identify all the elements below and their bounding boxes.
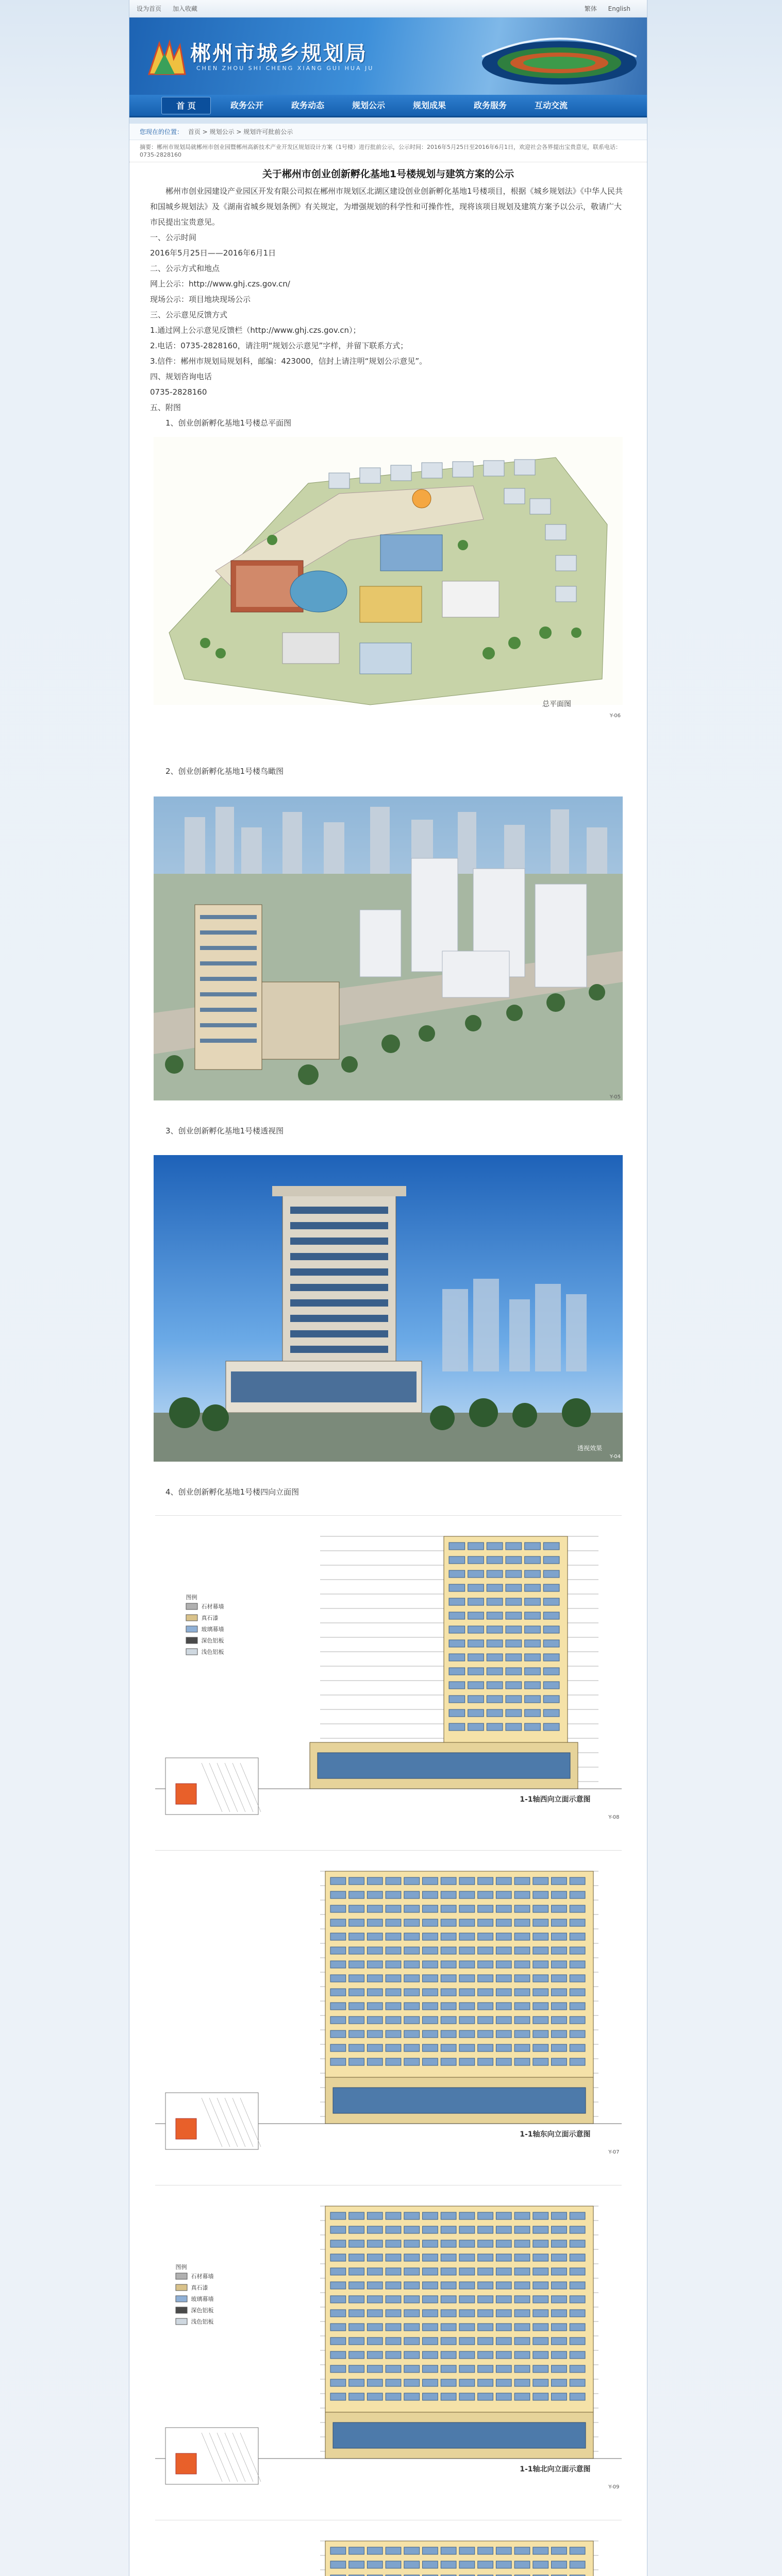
figure-2-heading — [129, 764, 647, 779]
section-phone-value: 0735-2828160 — [150, 387, 207, 397]
elevation-drawing — [155, 1851, 622, 2160]
elevation-sheet-number: Y-07 — [608, 2149, 620, 2155]
aerial-view-image — [154, 796, 623, 1100]
site-plan-image — [154, 437, 623, 725]
section-method-site: 现场公示：项目地块现场公示 — [150, 295, 251, 304]
section-feedback-mail: 3.信件：郴州市规划局规划科，邮编：423000，信封上请注明“规划公示意见”。 — [150, 357, 427, 366]
nav-interaction[interactable]: 互动交流 — [534, 100, 568, 110]
legend-item: 真石漆 — [191, 2284, 208, 2291]
section-method-heading: 二、公示方式和地点 — [150, 264, 220, 273]
elevation-drawing — [155, 1516, 622, 1825]
traditional-chinese-link[interactable]: 繁体 — [584, 5, 597, 12]
legend-item: 深色铝板 — [191, 2307, 214, 2314]
elevation-sheets — [129, 1515, 647, 2576]
figure-4-caption: 4、创业创新孵化基地1号楼四向立面图 — [165, 1487, 300, 1497]
aerial-view-drawing — [154, 796, 623, 1100]
set-home-link[interactable]: 设为首页 — [137, 5, 162, 12]
legend-item: 石材幕墙 — [201, 1603, 224, 1610]
article-summary: 摘要：郴州市规划局就郴州市创业园暨郴州高新技术产业开发区规划设计方案（1号楼）进行批前公示，公示时间：2016年5月25日至2016年6月1日，欢迎社会各界提出宝贵意见，联系电话：0735-2828160 — [129, 140, 647, 162]
perspective-sheet-number: Y-04 — [609, 1454, 621, 1460]
site-subtitle: CHEN ZHOU SHI CHENG XIANG GUI HUA JU — [196, 65, 374, 72]
elevation-title: 1-1轴西向立面示意图 — [520, 1795, 591, 1804]
perspective-drawing — [154, 1155, 623, 1462]
elevation-sheet-number: Y-08 — [608, 1815, 620, 1820]
legend-item: 玻璃幕墙 — [201, 1626, 224, 1633]
nav-plan-notice[interactable]: 规划公示 — [352, 100, 385, 110]
stadium-graphic-icon — [472, 26, 637, 88]
perspective-label: 透视效果 — [577, 1445, 602, 1452]
legend-item: 浅色铝板 — [201, 1649, 224, 1655]
article-body — [129, 183, 647, 431]
top-bar — [129, 0, 647, 18]
section-attach-heading: 五、附图 — [150, 403, 181, 412]
article-title: 关于郴州市创业创新孵化基地1号楼规划与建筑方案的公示 — [262, 168, 514, 180]
nav-gov-news[interactable]: 政务动态 — [291, 100, 324, 110]
section-time-value: 2016年5月25日——2016年6月1日 — [150, 248, 276, 258]
article-intro: 郴州市创业园建设产业园区开发有限公司拟在郴州市规划区北湖区建设创业创新孵化基地1号楼项目，根据《城乡规划法》《中华人民共和国城乡规划法》及《湖南省城乡规划条例》有关规定，为增强规划的科学性和可操作性，现将该项目规划及建筑方案予以公示，敬请广大市民提出宝贵意见。 — [150, 187, 623, 227]
site-banner — [129, 18, 647, 95]
elevation-drawing — [155, 2185, 622, 2495]
legend-title: 图例 — [186, 1594, 197, 1601]
figure-2-caption: 2、创业创新孵化基地1号楼鸟瞰图 — [165, 767, 284, 776]
breadcrumb-label: 您现在的位置： — [140, 128, 184, 135]
section-method-online: 网上公示：http://www.ghj.czs.gov.cn/ — [150, 279, 290, 289]
aerial-sheet-number: Y-05 — [609, 1094, 621, 1100]
section-feedback-phone: 2.电话：0735-2828160，请注明“规划公示意见”字样，并留下联系方式； — [150, 341, 408, 350]
legend-title: 图例 — [175, 2264, 187, 2270]
figure-1-caption: 1、创业创新孵化基地1号楼总平面图 — [165, 418, 292, 428]
section-phone-heading: 四、规划咨询电话 — [150, 372, 212, 381]
nav-services[interactable]: 政务服务 — [473, 100, 507, 110]
nav-gov-info[interactable]: 政务公开 — [230, 100, 263, 110]
site-plan-sheet-number: Y-06 — [609, 713, 621, 719]
nav-home[interactable]: 首 页 — [161, 97, 211, 114]
site-title: 郴州市城乡规划局 — [190, 41, 368, 65]
bureau-logo-icon — [144, 38, 190, 77]
breadcrumb-path[interactable]: 首页 > 规划公示 > 规划许可批前公示 — [188, 128, 293, 135]
legend-item: 浅色铝板 — [191, 2318, 214, 2325]
elevation-sheet — [155, 2185, 622, 2494]
elevation-title: 1-1轴东向立面示意图 — [520, 2130, 591, 2139]
elevation-sheet — [155, 2520, 622, 2576]
elevation-sheet — [155, 1850, 622, 2159]
elevation-sheet-number: Y-09 — [608, 2484, 620, 2490]
site-plan-label: 总平面图 — [542, 700, 571, 708]
breadcrumb — [129, 124, 647, 140]
elevation-drawing — [155, 2520, 622, 2576]
figure-3-caption: 3、创业创新孵化基地1号楼透视图 — [165, 1126, 284, 1136]
legend-item: 深色铝板 — [201, 1637, 224, 1644]
site-plan-drawing — [154, 437, 623, 725]
page-container — [129, 0, 647, 2576]
nav-plan-results[interactable]: 规划成果 — [412, 100, 446, 110]
main-nav — [129, 95, 647, 117]
section-feedback-web: 1.通过网上公示意见反馈栏（http://www.ghj.czs.gov.cn）； — [150, 326, 361, 335]
elevation-sheet — [155, 1515, 622, 1824]
section-feedback-heading: 三、公示意见反馈方式 — [150, 310, 228, 319]
figure-4-heading — [129, 1484, 647, 1500]
legend-item: 真石漆 — [201, 1615, 219, 1621]
section-time-heading: 一、公示时间 — [150, 233, 197, 242]
add-favorite-link[interactable]: 加入收藏 — [172, 5, 197, 12]
elevation-title: 1-1轴北向立面示意图 — [520, 2465, 591, 2473]
legend-item: 玻璃幕墙 — [191, 2296, 214, 2302]
figure-3-heading — [129, 1123, 647, 1139]
perspective-image — [154, 1155, 623, 1462]
english-link[interactable]: English — [608, 5, 630, 12]
sub-nav-strip — [129, 117, 647, 124]
legend-item: 石材幕墙 — [191, 2273, 214, 2280]
